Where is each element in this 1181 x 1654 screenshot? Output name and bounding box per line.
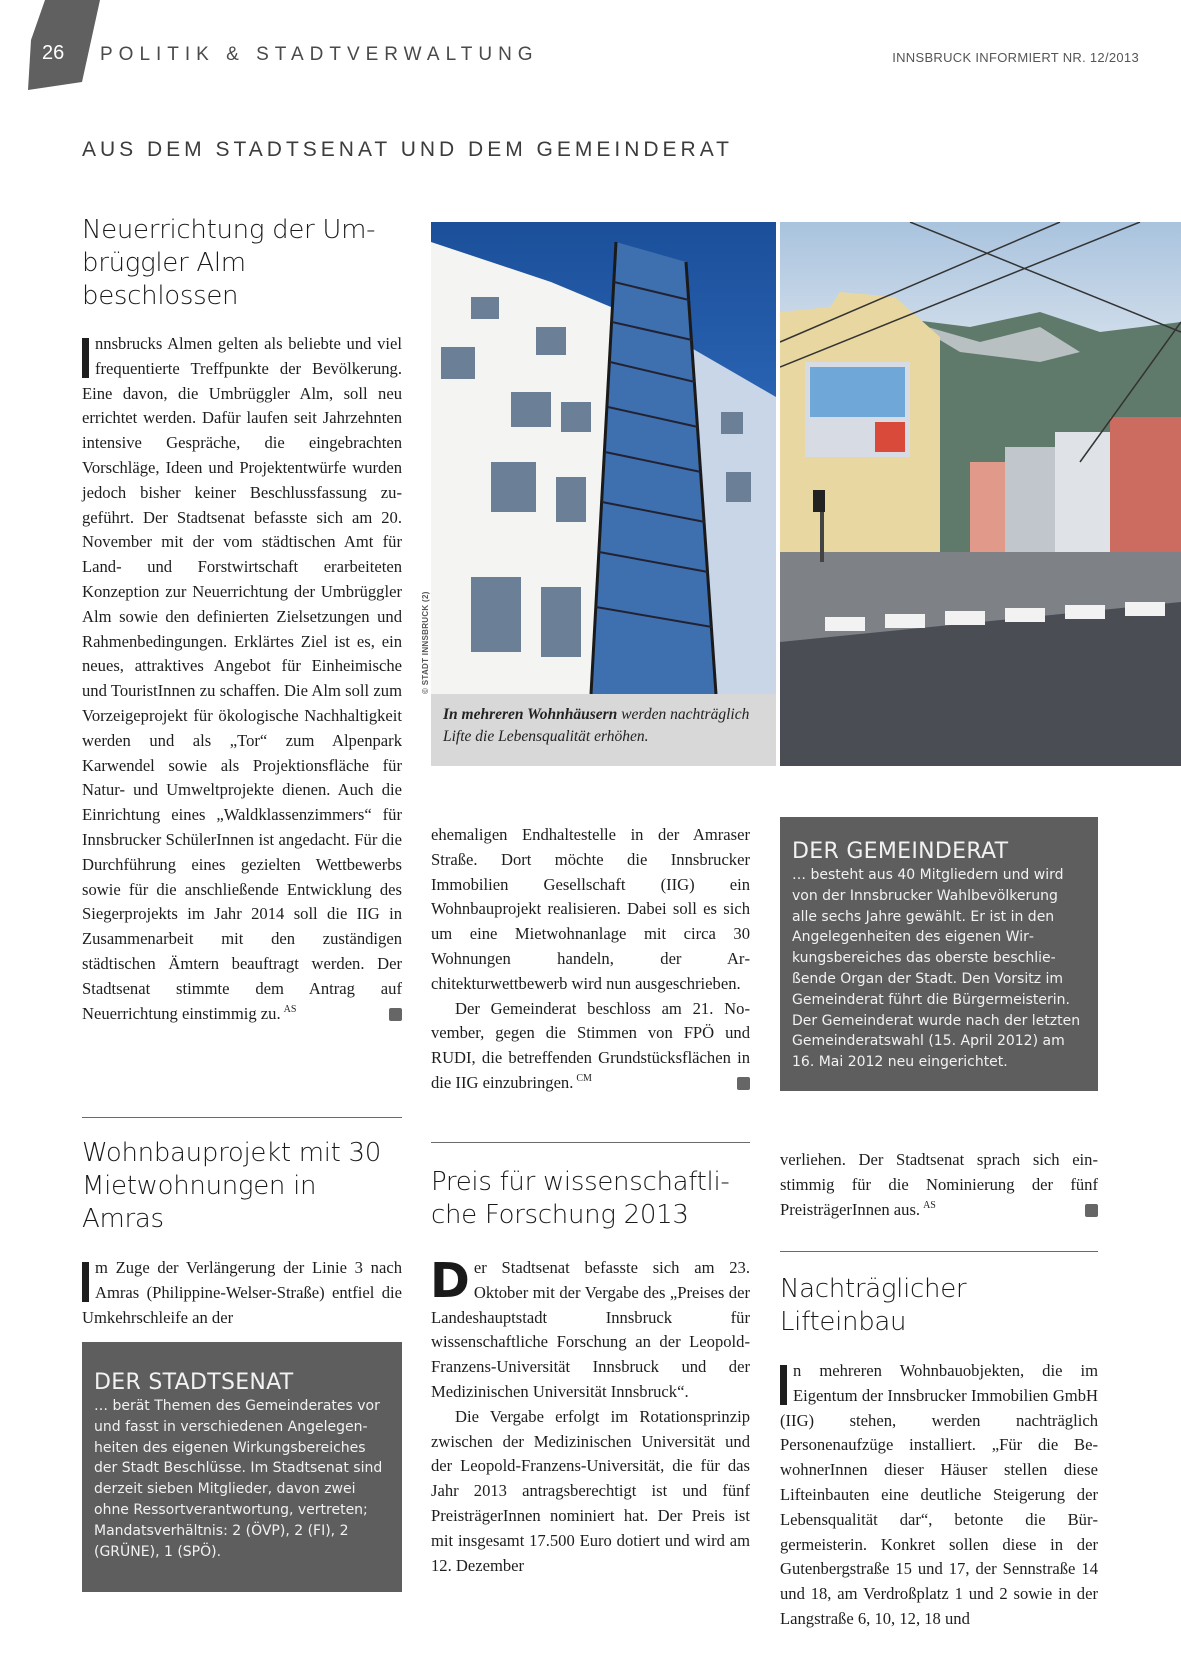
- infobox-gemeinderat: [780, 817, 1098, 1091]
- divider: [780, 1251, 1098, 1252]
- article-lift: [780, 1273, 1098, 1632]
- caption-text: werden nachträglich Lifte die Lebensqualität erhöhen.: [443, 706, 750, 745]
- dropcap-initial: [82, 1262, 89, 1302]
- article-headline: [82, 1137, 402, 1236]
- photo-credit: © STADT INNSBRUCK (2): [421, 591, 430, 694]
- headline-line: Mietwohnungen in Amras: [82, 1171, 317, 1234]
- end-square-icon: [737, 1077, 750, 1090]
- dropcap-initial: D: [430, 1253, 470, 1309]
- dropcap-initial: [780, 1365, 787, 1405]
- photo-street-image: [780, 222, 1181, 766]
- article-amras: [82, 1137, 402, 1330]
- article-preis-continued: [780, 1148, 1098, 1222]
- article-text: verliehen. Der Stadtsenat sprach sich einstimmig für die Nominierung der fünf PreisträgerInnen aus.: [780, 1150, 1098, 1219]
- article-headline: Nachträglicher Lifteinbau: [780, 1274, 967, 1337]
- section-title: POLITIK & STADTVERWALTUNG: [100, 44, 539, 65]
- article-body: [82, 1256, 402, 1330]
- article-text: er Stadtsenat befasste sich am 23. Oktober mit der Vergabe des „Preises der Landeshauptstadt Innsbruck für wissenschaftliche Forschung an der Leopold-Franzens-Universität Innsbruck und der Medizinischen Universität Innsbruck“.: [431, 1258, 750, 1401]
- article-text: n mehreren Wohnbauobjekten, die im Eigentum der Innsbrucker Immobilien GmbH (IIG) stehen, werden nachträglich Personenaufzüge installiert. „Für die BewohnerInnen dieser Häuser stellen diese Lifteinbauten eine deutliche Steigerung der Lebensqualität dar“, betonte die Bürgermeisterin. Konkret sollen diese in der Gutenbergstraße 15 und 17, der Sennstraße 14 und 18, am Verdroßplatz 1 und 2 sowie in der Langstraße 6, 10, 12, 18 und: [780, 1361, 1098, 1628]
- infobox-title: DER GEMEINDERAT: [792, 839, 1009, 864]
- headline-line: Preis für wissenschaftli-: [431, 1167, 730, 1197]
- divider: [431, 1142, 750, 1143]
- infobox-stadtsenat: [82, 1342, 402, 1592]
- author-initials: CM: [576, 1073, 592, 1085]
- caption-bold: In mehreren Wohnhäusern: [443, 706, 618, 723]
- page-heading: AUS DEM STADTSENAT UND DEM GEMEINDERAT: [82, 138, 733, 161]
- photo-elevator-image: [431, 222, 776, 694]
- article-alm: [82, 214, 402, 1026]
- article-body: [430, 1253, 750, 1578]
- article-headline: [82, 214, 402, 313]
- end-square-icon: [389, 1008, 402, 1021]
- photo-street: [780, 222, 1181, 766]
- article-body: [780, 1359, 1098, 1632]
- author-initials: AS: [283, 1003, 297, 1015]
- end-square-icon: [1085, 1204, 1098, 1217]
- article-text: ehemaligen Endhaltestelle in der Amraser Straße. Dort möchte die Innsbrucker Immobilien Gesellschaft (IIG) ein Wohnbauprojekt realisieren. Dabei soll es sich um eine Mietwohnanlage mit circa 30 Wohnungen handeln, der Architekturwettbewerb wird nun ausgeschrieben.: [431, 825, 750, 993]
- infobox-title: DER STADTSENAT: [94, 1370, 294, 1395]
- article-headline: [431, 1166, 750, 1232]
- article-text: nnsbrucks Almen gelten als beliebte und viel frequentierte Treffpunkte der Bevölkerung. Eine davon, die Umbrüggler Alm, soll neu errichtet werden. Dafür laufen seit Jahrzehnten intensive Gespräche, die eingebrachten Vorschläge, Ideen und Projektentwürfe wurden jedoch bisher keiner Beschlussfassung zugeführt. Der Stadtsenat befasste sich am 20. November mit der vom städtischen Amt für Land- und Forstwirtschaft erarbeiteten Konzeption zur Neuerrichtung der Umbrüggler Alm sowie den definierten Zielsetzungen und Rahmenbedingungen. Erklärtes Ziel ist es, ein neues, attraktives Angebot für Einheimische und TouristInnen zu schaffen. Die Alm soll zum Vorzeigeprojekt für ökologische Nachhaltigkeit werden und als „Tor“ zum Alpenpark Karwendel sowie als Projektionsfläche für Natur- und Umweltprojekte dienen. Auch die Einrichtung eines „Waldklassenzimmers“ für Innsbrucker SchülerInnen ist angedacht. Für die Durchführung eines gezielten Wettbewerbs sowie für die anschließende Entwicklung des Siegerprojekts im Jahr 2014 soll die IIG in Zusammenarbeit mit den zuständigen städtischen Ämtern beauftragt werden. Der Stadtsenat stimmte dem Antrag auf Neuerrichtung einstimmig zu.: [82, 334, 402, 1023]
- article-preis: [431, 1166, 750, 1578]
- article-body: [82, 332, 402, 1026]
- article-text: Der Gemeinderat beschloss am 21. November, gegen die Stimmen von FPÖ und RUDI, die betreffenden Grundstücksflächen in die IIG einzubringen.: [431, 998, 750, 1092]
- photo-elevator: [431, 222, 776, 694]
- issue-label: INNSBRUCK INFORMIERT NR. 12/2013: [892, 50, 1139, 65]
- page-number: 26: [42, 42, 65, 64]
- article-text: m Zuge der Verlängerung der Linie 3 nach Amras (Philippine-Welser-Straße) entfiel die Umkehrschleife an der: [82, 1258, 402, 1327]
- headline-line: Wohnbauprojekt mit 30: [82, 1138, 382, 1168]
- article-amras-continued: [431, 823, 750, 1096]
- headline-line: Neuerrichtung der Um-: [82, 215, 376, 245]
- article-text: Die Vergabe erfolgt im Rotationsprinzip zwischen der Medizinischen Universität und der Leopold-Franzens-Universität, die für das Jahr 2013 antragsberechtigt ist und fünf PreisträgerInnen nominiert hat. Der Preis ist mit insgesamt 17.500 Euro dotiert und wird am 12. Dezember: [431, 1406, 750, 1575]
- infobox-text: … besteht aus 40 Mitgliedern und wird von der Innsbrucker Wahlbevölkerung alle sechs Jahre gewählt. Er ist in den Angelegenheiten des eigenen Wirkungsbereiches das oberste beschließende Organ der Stadt. Den Vorsitz im Gemeinderat führt die Bürgermeisterin. Der Gemeinderat wurde nach der letzten Gemeinderatswahl (15. April 2012) am 16. Mai 2012 neu eingerichtet.: [792, 867, 1081, 1071]
- dropcap-initial: [82, 338, 89, 378]
- headline-line: che Forschung 2013: [431, 1200, 689, 1230]
- author-initials: AS: [923, 1200, 936, 1212]
- headline-line: brüggler Alm beschlossen: [82, 248, 246, 311]
- divider: [82, 1117, 402, 1118]
- photo-caption: [431, 694, 776, 766]
- infobox-text: … berät Themen des Gemeinderates vor und fasst in verschiedenen Angelegenheiten des eigenen Wirkungsbereiches der Stadt Beschlüsse. Im Stadtsenat sind derzeit sieben Mitglieder, davon zwei ohne Ressortverantwortung, vertreten; Mandatsverhältnis: 2 (ÖVP), 2 (FI), 2 (GRÜNE), 1 (SPÖ).: [94, 1398, 383, 1560]
